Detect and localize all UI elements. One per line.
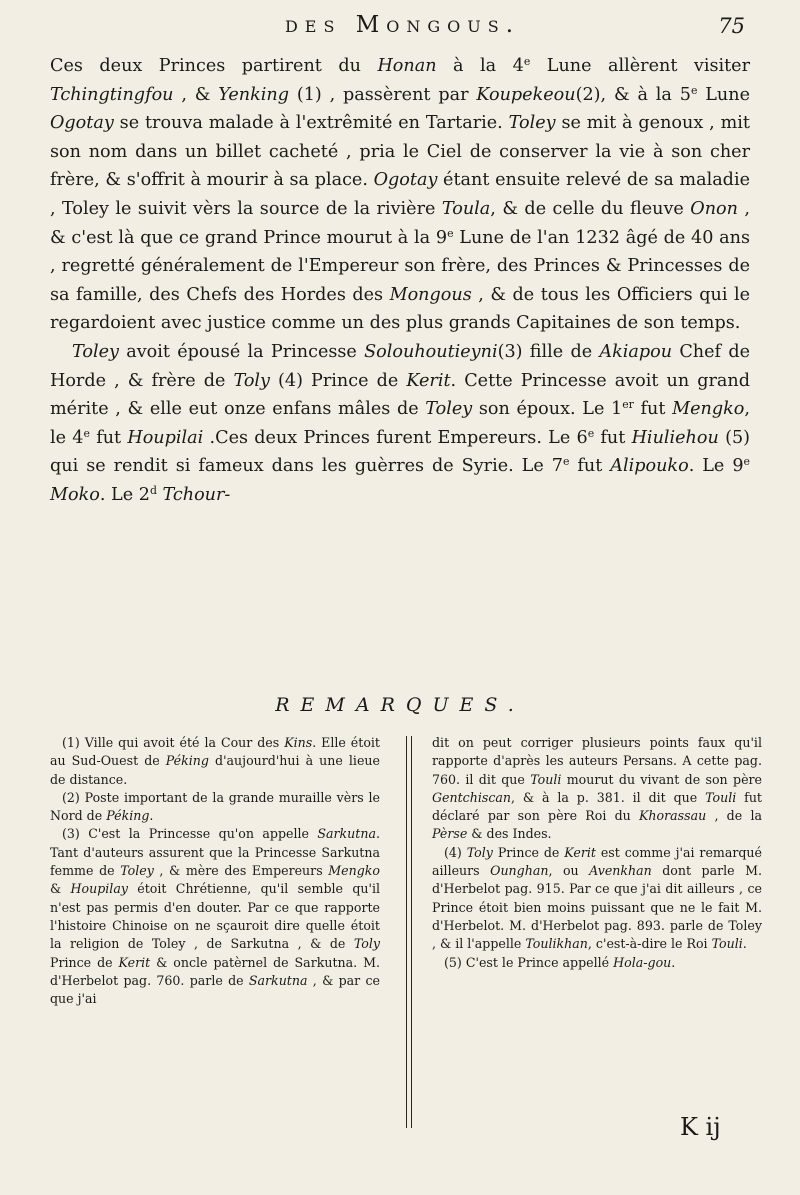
note-3: (3) C'est la Princesse qu'on appelle Sarkutna. Tant d'auteurs assurent que la Princesse Sarkutna femme de Toley , & mère des Empereurs Mengko & Houpilay étoit Chrétienne, qu'il semble qu'il n'est pas permis d'en douter. Par ce que rapporte l'histoire Chinoise on ne sçauroit dire quelle étoit la religion de Toley , de Sarkutna , & de Toly Prince de Kerit & oncle patèrnel de Sarkutna. M. d'Herbelot pag. 760. parle de Sarkutna , & par ce que j'ai bbox=[50, 826, 381, 1007]
running-head bbox=[60, 12, 745, 44]
page-number: 75 bbox=[718, 14, 745, 38]
running-title: des Mongous. bbox=[284, 12, 521, 38]
paragraph-toley-family: Toley avoit épousé la Princesse Solouhoutieyni(3) fille de Akiapou Chef de Horde , & frère de Toly (4) Prince de Kerit. Cette Princesse avoit un grand mérite , & elle eut onze enfans mâles de Toley son époux. Le 1er fut Mengko, le 4e fut Houpilai .Ces deux Princes furent Empereurs. Le 6e fut Hiuliehou (5) qui se rendit si fameux dans les guèrres de Syrie. Le 7e fut Alipouko. Le 9e Moko. Le 2$^d$ Tchour- bbox=[50, 341, 751, 505]
note-3-continued: dit on peut corriger plusieurs points faux qu'il rapporte d'après les auteurs Persans. A cette pag. 760. il dit que Touli mourut du vivant de son père Gentchiscan, & à la p. 381. il dit que Touli fut déclaré par son père Roi du Khorassau , de la Pèrse & des Indes. bbox=[432, 735, 762, 842]
notes-section bbox=[50, 734, 762, 1114]
note-1: (1) Ville qui avoit été la Cour des Kins. Elle étoit au Sud-Ouest de Péking d'aujourd'hui à une lieue de distance. bbox=[50, 735, 380, 787]
notes-left-column bbox=[50, 734, 380, 1008]
paragraph-toley-death: Ces deux Princes partirent du Honan à la 4e Lune allèrent visiter Tchingtingfou , & Yenking (1) , passèrent par Koupekeou(2), & à la 5e Lune Ogotay se trouva malade à l'extrêmité en Tartarie. Toley se mit à genoux , mit son nom dans un billet cacheté , pria le Ciel de conserver la vie à son cher frère, & s'offrit à mourir à sa place. Ogotay étant ensuite relevé de sa maladie , Toley le suivit vèrs la source de la rivière Toula, & de celle du fleuve Onon , & c'est là que ce grand Prince mourut à la 9e Lune de l'an 1232 âgé de 40 ans , regretté généralement de l'Empereur son frère, des Princes & Princesses de sa famille, des Chefs des Hordes des Mongous , & de tous les Officiers qui le regardoient avec justice comme un des plus grands Capitaines de son temps. bbox=[50, 55, 751, 334]
column-divider bbox=[411, 736, 412, 1128]
note-4: (4) Toly Prince de Kerit est comme j'ai remarqué ailleurs Ounghan, ou Avenkhan dont parle M. d'Herbelot pag. 915. Par ce que j'ai dit ailleurs , ce Prince étoit bien moins puissant que ne le fait M. d'Herbelot. M. d'Herbelot pag. 893. parle de Toley , & il l'appelle Toulikhan, c'est-à-dire le Roi Touli. bbox=[432, 844, 762, 952]
remarques-heading: REMARQUES. bbox=[275, 694, 525, 716]
main-text bbox=[50, 52, 750, 510]
note-5: (5) C'est le Prince appellé Hola-gou. bbox=[444, 954, 676, 970]
signature-mark: K ij bbox=[680, 1113, 721, 1141]
column-divider bbox=[406, 736, 407, 1128]
notes-right-column bbox=[432, 734, 762, 972]
note-2: (2) Poste important de la grande muraille vèrs le Nord de Péking. bbox=[50, 789, 380, 824]
